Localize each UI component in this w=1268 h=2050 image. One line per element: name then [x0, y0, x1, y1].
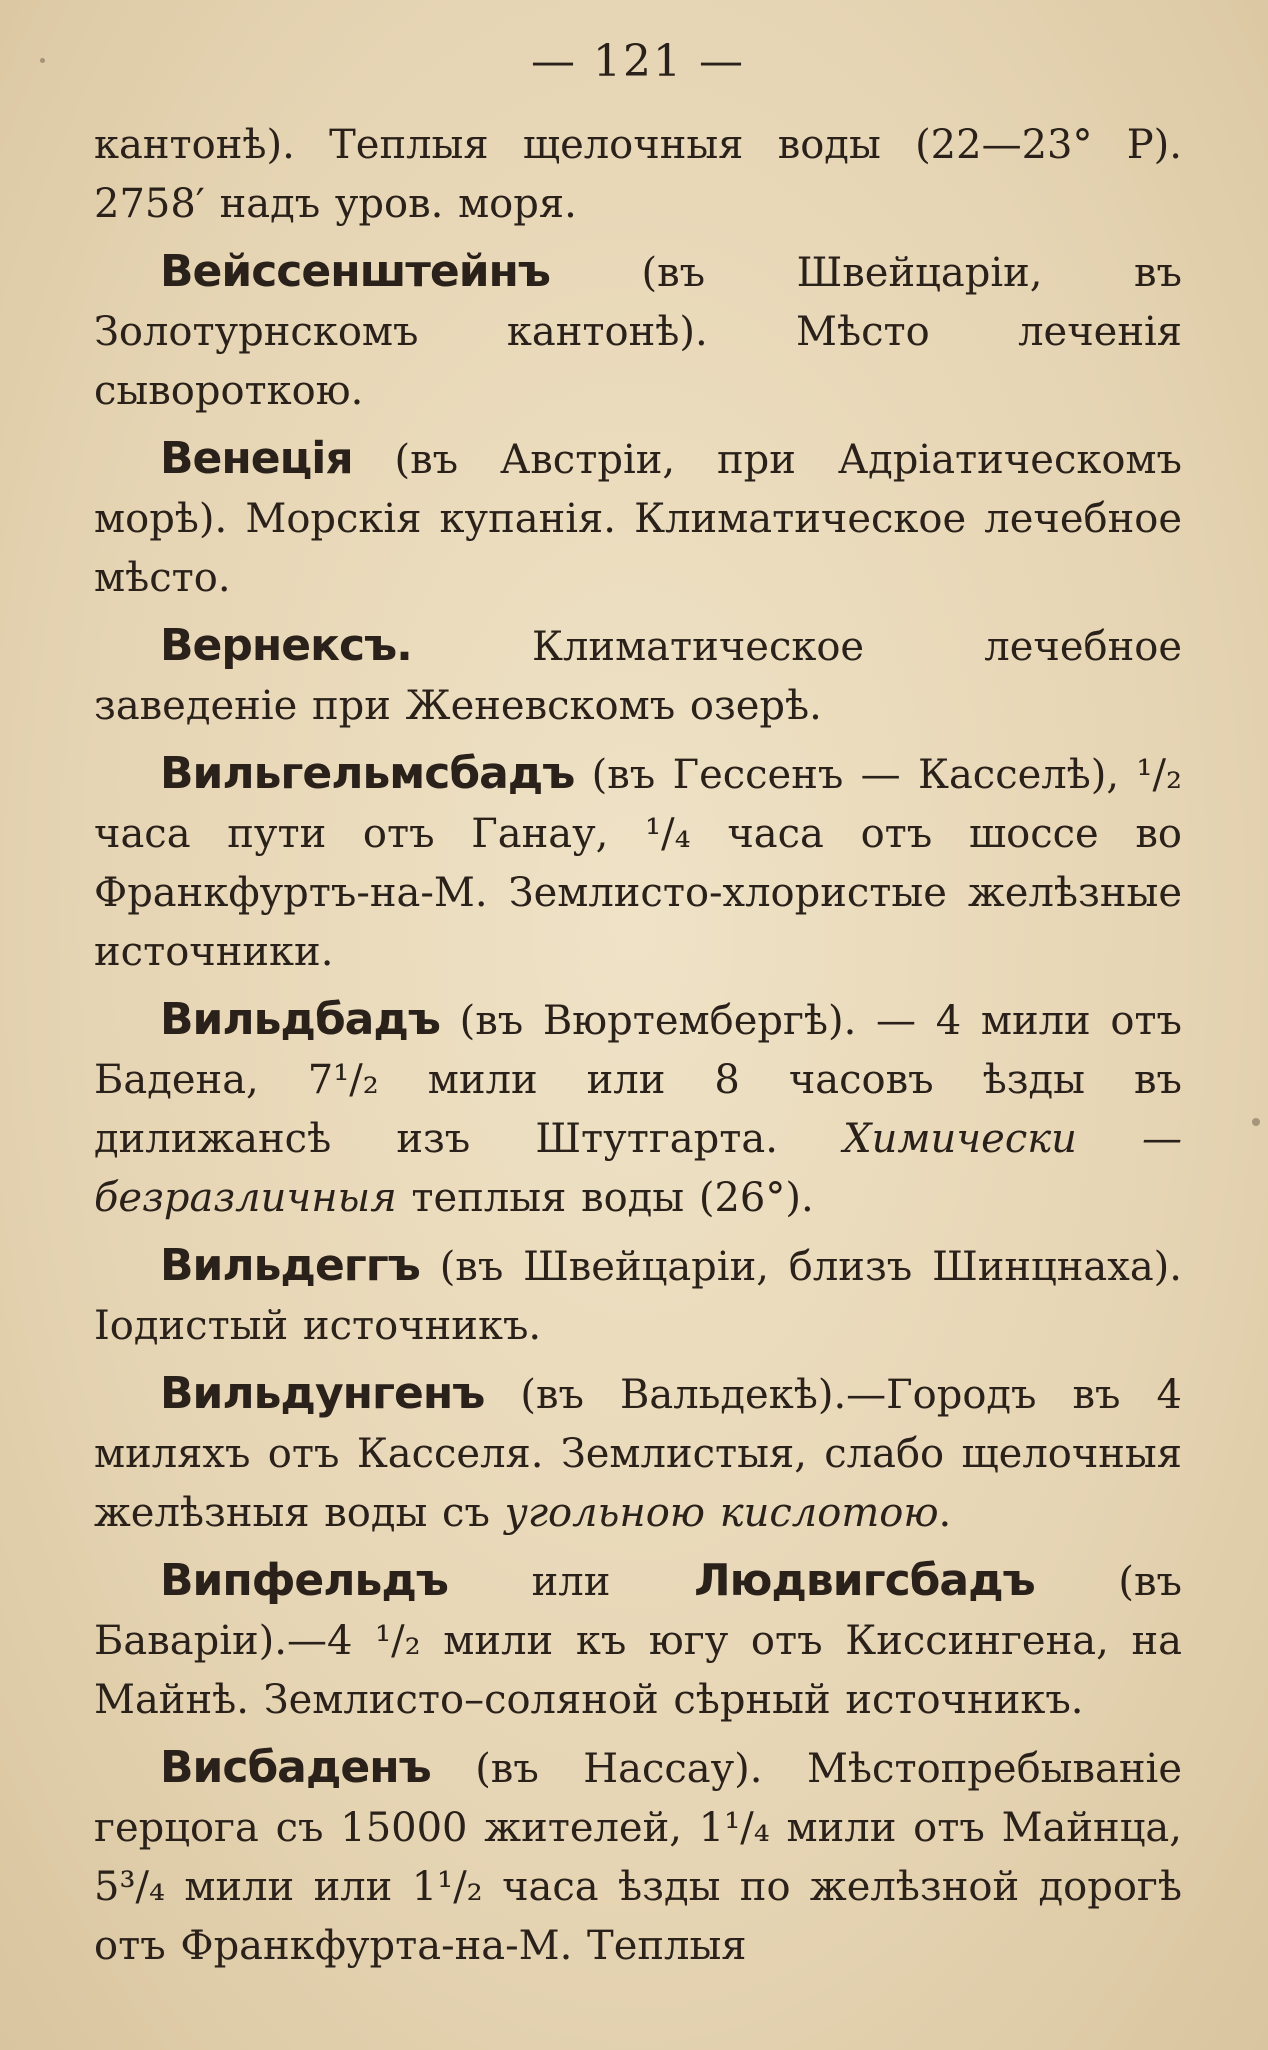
entry-term: Випфельдъ [160, 1555, 448, 1606]
entry-vernex [94, 616, 1182, 736]
page-number: — 121 — [531, 36, 745, 87]
entry-venice [94, 429, 1182, 608]
entry-weissenstein [94, 242, 1182, 421]
entry-text: (въ Гессенъ — Касселѣ), ¹/₂ часа пути отъ Ганау, ¹/₄ часа отъ шоссе во Франкфуртъ-на-М. Землисто-хлористые желѣзные источники. [94, 752, 1182, 975]
paper-speck [1252, 1118, 1260, 1126]
entry-text: или [447, 1559, 695, 1605]
entry-wildegg [94, 1236, 1182, 1356]
entry-text: (въ Швейцаріи, въ Золотурнскомъ кантонѣ). Мѣсто леченія сывороткою. [94, 250, 1182, 414]
entry-term: Вейссенштейнъ [160, 246, 550, 297]
entry-text: (въ Нассау). Мѣстопребываніе герцога съ 15000 жителей, 1¹/₄ мили отъ Майнца, 5³/₄ мили или 1¹/₂ часа ѣзды по желѣзной дорогѣ отъ Франкфурта-на-М. Теплыя [94, 1746, 1182, 1969]
entry-text: кантонѣ). Теплыя щелочныя воды (22—23° Р). 2758′ надъ уров. моря. [94, 122, 1182, 227]
entry-term: Венеція [160, 433, 353, 484]
entry-term: Висбаденъ [160, 1742, 431, 1793]
entry-wildbad [94, 990, 1182, 1228]
entry-term-secondary: Людвигсбадъ [694, 1555, 1035, 1606]
entry-term: Вильдеггъ [160, 1240, 420, 1291]
entry-italic: Химически — безразличныя [94, 1116, 1183, 1221]
entry-text: (въ Вальдекѣ).—Городъ въ 4 миляхъ отъ Касселя. Землистыя, слабо щелочныя желѣзныя воды съ [94, 1372, 1182, 1536]
entry-continuation [94, 116, 1182, 234]
paper-speck [40, 58, 45, 63]
entry-text-after: теплыя воды (26°). [396, 1175, 814, 1221]
entry-italic: угольною кислотою [504, 1490, 939, 1536]
entry-text: (въ Вюртембергѣ). — 4 мили отъ Бадена, 7¹/₂ мили или 8 часовъ ѣзды въ дилижансѣ изъ Штутгарта. [94, 998, 1182, 1162]
entry-wilhelmsbad [94, 744, 1182, 982]
entry-term: Вернексъ. [160, 620, 412, 671]
entry-text: Климатическое лечебное заведеніе при Женевскомъ озерѣ. [94, 624, 1182, 729]
entry-term: Вильдунгенъ [160, 1368, 485, 1419]
entry-text: (въ Австріи, при Адріатическомъ морѣ). Морскія купанія. Климатическое лечебное мѣсто. [94, 437, 1182, 601]
entry-wipfeld [94, 1551, 1182, 1730]
entry-term: Вильдбадъ [160, 994, 440, 1045]
entry-text-after: (въ Баваріи).—4 ¹/₂ мили къ югу отъ Киссингена, на Майнѣ. Землисто–соляной сѣрный источникъ. [94, 1559, 1182, 1723]
entry-term: Вильгельмсбадъ [160, 748, 575, 799]
entry-text: (въ Швейцаріи, близъ Шинцнаха). Іодистый источникъ. [94, 1244, 1182, 1349]
entry-wiesbaden [94, 1738, 1182, 1976]
entry-text-after: . [938, 1490, 952, 1536]
entry-wildungen [94, 1364, 1182, 1543]
